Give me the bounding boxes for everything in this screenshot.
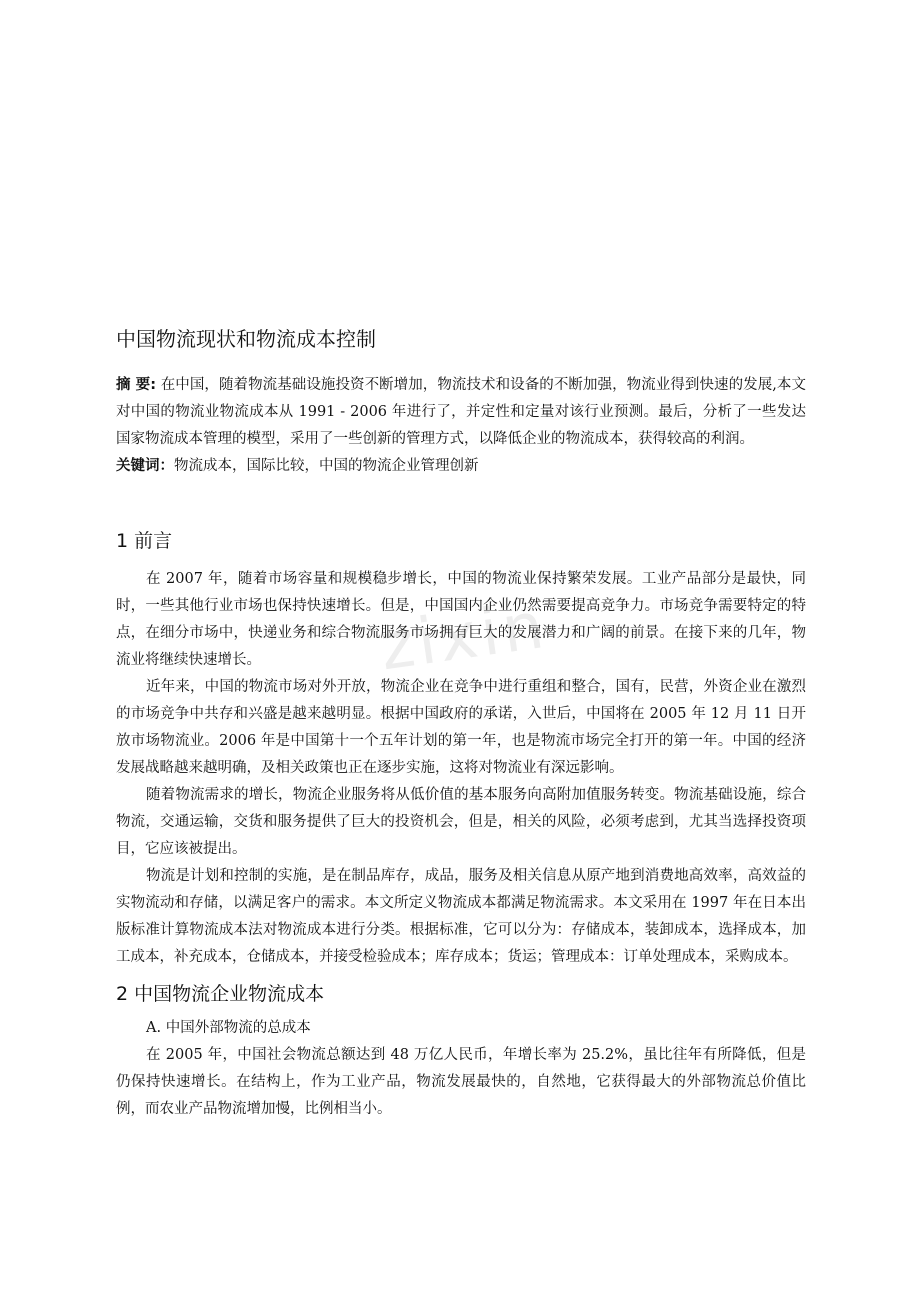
watermark: zixin [375, 588, 552, 686]
document-body [116, 324, 806, 1123]
abstract-label: 摘 要 [116, 377, 151, 393]
document-title: 中国物流现状和物流成本控制 [116, 327, 376, 351]
keywords-paragraph [116, 453, 806, 480]
intro-paragraph-3: 随着物流需求的增长，物流企业服务将从低价值的基本服务向高附加值服务转变。物流基础设施，综合物流，交通运输，交货和服务提供了巨大的投资机会，但是，相关的风险，必须考虑到，尤其当选择投资项目，它应该被提出。 [116, 787, 806, 857]
logistics-cost-paragraph-1: 在 2005 年，中国社会物流总额达到 48 万亿人民币，年增长率为 25.2%，虽比往年有所降低，但是仍保持快速增长。在结构上，作为工业产品，物流发展最快的，自然地，它获得最大的外部物流总价值比例，而农业产品物流增加慢，比例相当小。 [116, 1047, 806, 1117]
abstract-colon: : [150, 377, 157, 393]
section-heading-logistics-cost: 2 中国物流企业物流成本 [116, 983, 325, 1005]
intro-paragraph-1: 在 2007 年，随着市场容量和规模稳步增长，中国的物流业保持繁荣发展。工业产品部分是最快，同时，一些其他行业市场也保持快速增长。但是，中国国内企业仍然需要提高竞争力。市场竞争需要特定的特点，在细分市场中，快递业务和综合物流服务市场拥有巨大的发展潜力和广阔的前景。在接下来的几年，物流业将继续快速增长。 [116, 571, 806, 668]
abstract-paragraph [116, 372, 806, 453]
section-heading-intro: 1 前言 [116, 530, 173, 552]
keywords-colon: ： [159, 458, 174, 474]
intro-paragraph-2: 近年来，中国的物流市场对外开放，物流企业在竞争中进行重组和整合，国有，民营，外资企业在激烈的市场竞争中共存和兴盛是越来越明显。根据中国政府的承诺，入世后，中国将在 2005 年 12 月 11 日开放市场物流业。2006 年是中国第十一个五年计划的第一年，也是物流市场完全打开的第一年。中国的经济发展战略越来越明确，及相关政策也正在逐步实施，这将对物流业有深远影响。 [116, 679, 806, 776]
subsection-heading-a: A. 中国外部物流的总成本 [146, 1020, 311, 1036]
intro-paragraph-4: 物流是计划和控制的实施，是在制品库存，成品，服务及相关信息从原产地到消费地高效率，高效益的实物流动和存储，以满足客户的需求。本文所定义物流成本都满足物流需求。本文采用在 1997 年在日本出版标准计算物流成本法对物流成本进行分类。根据标准，它可以分为：存储成本，装卸成本，选择成本，加工成本，补充成本，仓储成本，并接受检验成本；库存成本；货运；管理成本：订单处理成本，采购成本。 [116, 868, 806, 965]
keywords-label: 关键词 [116, 458, 160, 474]
abstract-text: 在中国，随着物流基础设施投资不断增加，物流技术和设备的不断加强，物流业得到快速的发展,本文对中国的物流业物流成本从 1991 - 2006 年进行了，并定性和定量对该行业预测。最后，分析了一些发达国家物流成本管理的模型，采用了一些创新的管理方式，以降低企业的物流成本，获得较高的利润。 [116, 377, 806, 447]
keywords-text: 物流成本，国际比较，中国的物流企业管理创新 [174, 458, 479, 474]
